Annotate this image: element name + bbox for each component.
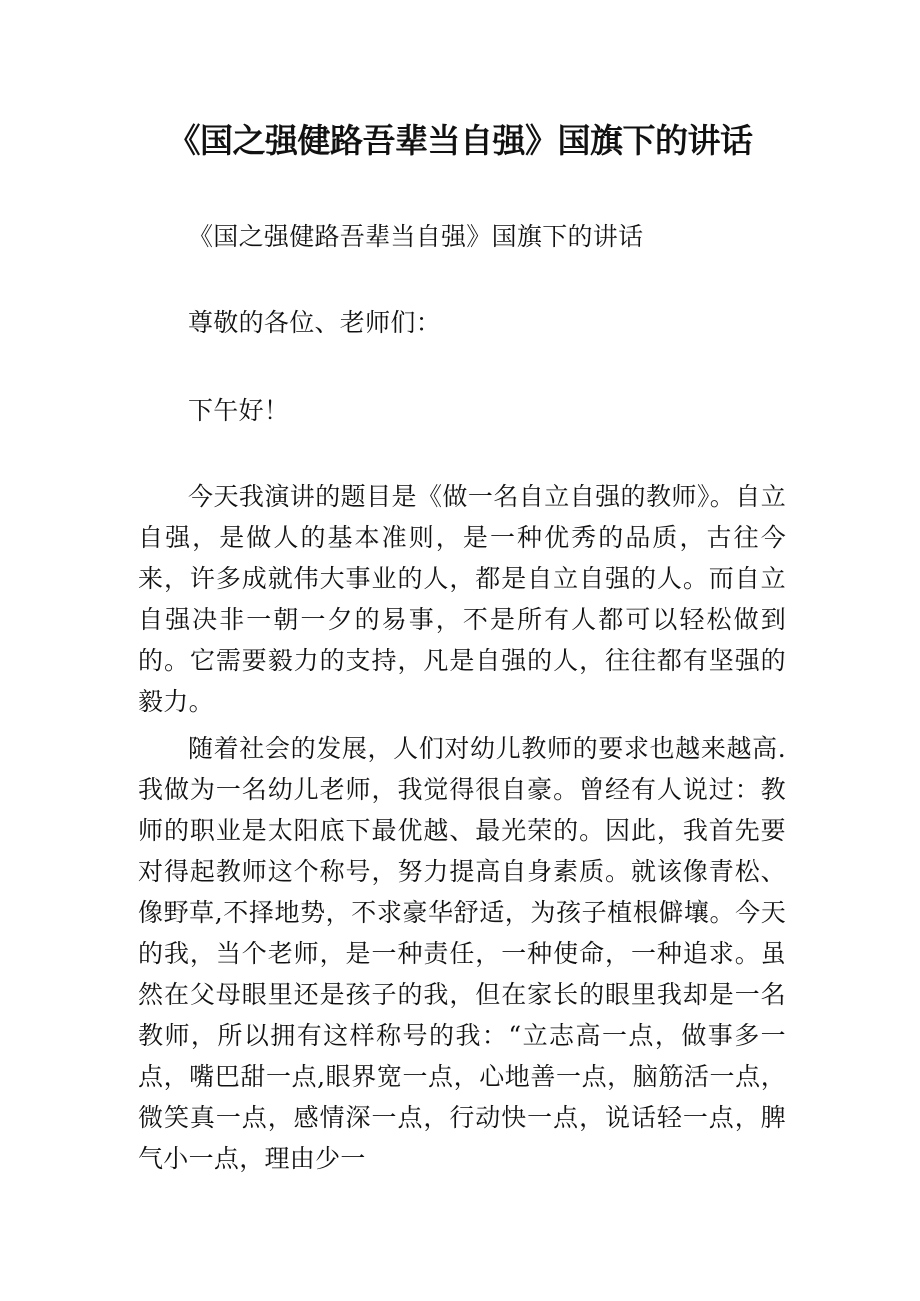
greeting-line: 尊敬的各位、老师们：: [188, 308, 442, 337]
hello-line: 下午好！: [188, 396, 290, 425]
document-subtitle: 《国之强健路吾辈当自强》国旗下的讲话: [188, 222, 644, 251]
document-title: 《国之强健路吾辈当自强》国旗下的讲话: [167, 121, 753, 160]
paragraph-2: 随着社会的发展，人们对幼儿教师的要求也越来越高.我做为一名幼儿老师，我觉得很自豪。曾经有人说过：教师的职业是太阳底下最优越、最光荣的。因此，我首先要对得起教师这个称号，努力提高自身素质。就该像青松、像野草,不择地势，不求豪华舒适，为孩子植根僻壤。今天的我，当个老师，是一种责任，一种使命，一种追求。虽然在父母眼里还是孩子的我，但在家长的眼里我却是一名教师，所以拥有这样称号的我：“立志高一点，做事多一点，嘴巴甜一点,眼界宽一点，心地善一点，脑筋活一点，微笑真一点，感情深一点，行动快一点，说话轻一点，脾气小一点，理由少一: [138, 734, 786, 1173]
paragraph-1: 今天我演讲的题目是《做一名自立自强的教师》。自立自强，是做人的基本准则，是一种优秀的品质，古往今来，许多成就伟大事业的人，都是自立自强的人。而自立自强决非一朝一夕的易事，不是所有人都可以轻松做到的。它需要毅力的支持，凡是自强的人，往往都有坚强的毅力。: [138, 482, 786, 716]
